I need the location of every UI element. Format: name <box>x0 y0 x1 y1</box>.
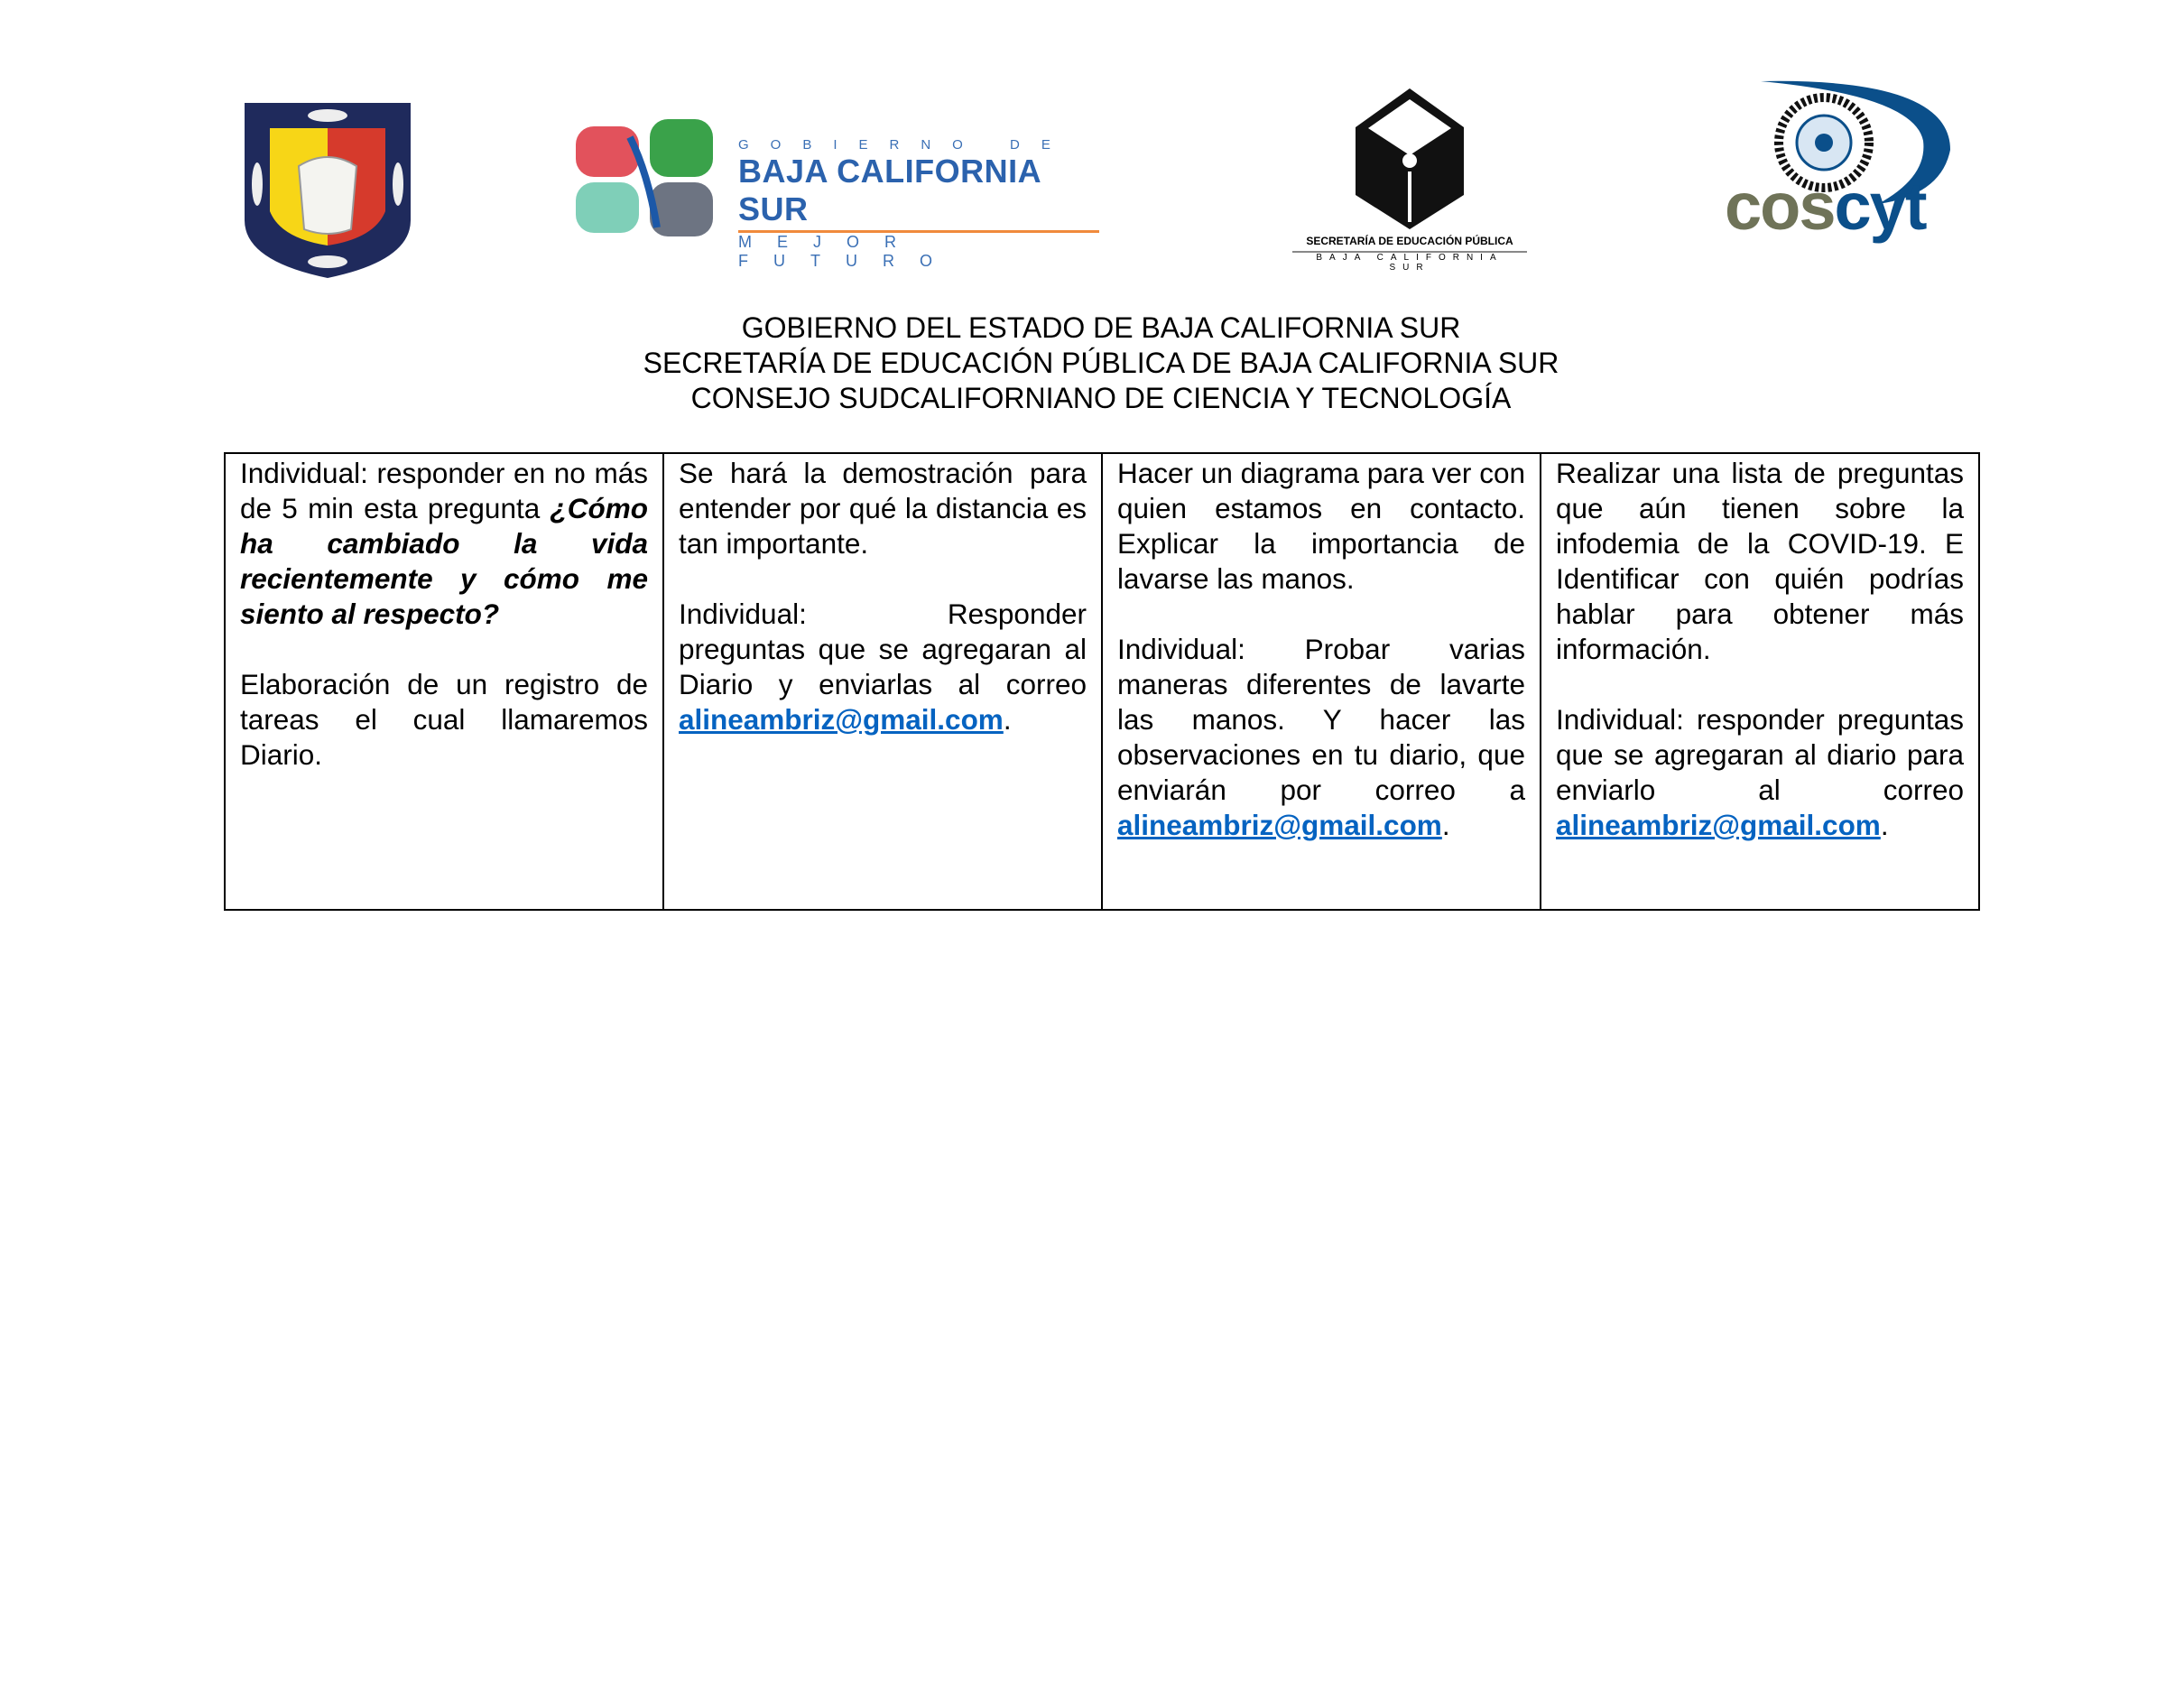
cell-2-individual: Individual: Responder preguntas que se agregaran al Diario y enviarlas al correo <box>679 598 1087 700</box>
logo-text-mejor-futuro: MEJOR FUTURO <box>738 233 958 270</box>
cell-4-individual: Individual: responder preguntas que se agregaran al diario para enviarlo al correo <box>1556 703 1964 806</box>
cell-1-question: ¿Cómo ha cambiado la vida recientemente y cómo me siento al respecto? <box>240 492 648 630</box>
sep-logo <box>1292 87 1527 273</box>
header-line-3: CONSEJO SUDCALIFORNIANO DE CIENCIA Y TECNOLOGÍA <box>690 382 1512 414</box>
period: . <box>1441 809 1450 841</box>
table-cell-4 <box>1541 453 1979 910</box>
coat-of-arms-logo <box>245 103 411 278</box>
email-link[interactable]: alineambriz@gmail.com <box>1556 809 1881 841</box>
cell-1-intro: Individual: responder en no más de 5 min esta pregunta <box>240 457 648 524</box>
cosecyt-logo <box>1725 78 1959 249</box>
cell-3-diagram: Hacer un diagrama para ver con quien estamos en contacto. Explicar la importancia de lavarse las manos. <box>1117 457 1525 595</box>
email-link[interactable]: alineambriz@gmail.com <box>679 703 1004 736</box>
table-cell-2 <box>663 453 1102 910</box>
document-header <box>0 310 2184 416</box>
cell-1-diario: Elaboración de un registro de tareas el cual llamaremos Diario. <box>240 668 648 771</box>
cosecyt-wordmark: coscyt <box>1725 169 1926 244</box>
header-line-1: GOBIERNO DEL ESTADO DE BAJA CALIFORNIA SUR <box>741 311 1461 344</box>
cell-2-demo: Se hará la demostración para entender por qué la distancia es tan importante. <box>679 457 1087 560</box>
logo-text-bcs: BAJA CALIFORNIA SUR <box>738 153 1099 233</box>
table-row <box>225 453 1979 910</box>
sep-logo-line1: SECRETARÍA DE EDUCACIÓN PÚBLICA <box>1306 235 1513 247</box>
email-link[interactable]: alineambriz@gmail.com <box>1117 809 1442 841</box>
activities-table <box>224 452 1980 911</box>
cell-4-list: Realizar una lista de preguntas que aún tienen sobre la infodemia de la COVID-19. E Identificar con quién podrías hablar para obtener más información. <box>1556 457 1964 665</box>
cell-3-individual: Individual: Probar varias maneras diferentes de lavarte las manos. Y hacer las observaciones en tu diario, que enviarán por correo a <box>1117 633 1525 806</box>
period: . <box>1880 809 1889 841</box>
gobierno-bcs-logo <box>576 119 1099 270</box>
period: . <box>1003 703 1012 736</box>
header-line-2: SECRETARÍA DE EDUCACIÓN PÚBLICA DE BAJA CALIFORNIA SUR <box>643 347 1559 379</box>
table-cell-3 <box>1102 453 1541 910</box>
sep-logo-line2: BAJA CALIFORNIA SUR <box>1292 251 1527 273</box>
table-cell-1 <box>225 453 663 910</box>
logo-text-gobierno-de: GOBIERNO DE <box>738 137 1072 153</box>
